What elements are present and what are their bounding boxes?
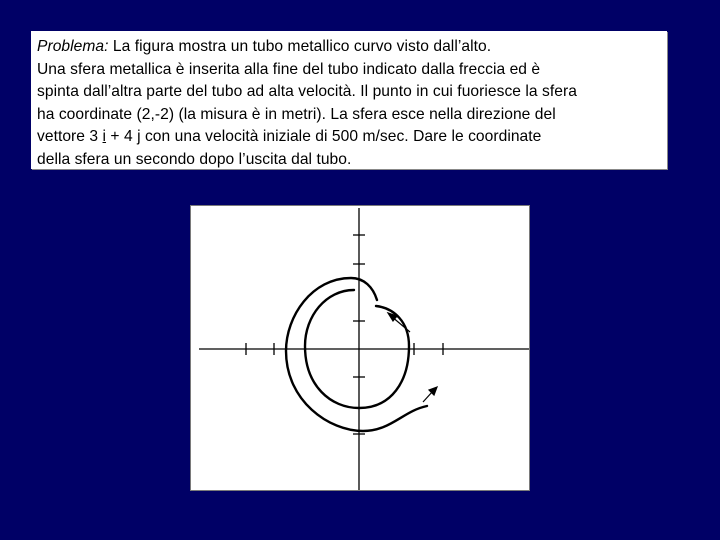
problem-line-1 [37, 36, 661, 59]
problem-line-2: Una sfera metallica è inserita alla fine del tubo indicato dalla freccia ed è [37, 60, 541, 78]
problem-text-1: La figura mostra un tubo metallico curvo visto dall’alto. [112, 38, 492, 55]
problem-line-4: ha coordinate (2,-2) (la misura è in metri). La sfera esce nella direzione del [37, 105, 556, 123]
unit-vector-j: j [137, 128, 141, 145]
problem-text-5b: + 4 [106, 128, 138, 145]
problem-line-3: spinta dall’altra parte del tubo ad alta velocità. Il punto in cui fuoriesce la sfera [37, 83, 577, 100]
spiral-tube-diagram [191, 206, 531, 492]
problem-line-6: della sfera un secondo dopo l’uscita dal tubo. [37, 150, 352, 168]
problem-text-panel [31, 31, 667, 169]
problem-text-5c: con una velocità iniziale di 500 m/sec. Dare le coordinate [140, 128, 542, 145]
unit-vector-i: i [102, 128, 107, 145]
problem-label: Problema: [37, 38, 109, 55]
problem-text-5a: vettore 3 [37, 128, 103, 145]
problem-line-5 [37, 126, 661, 149]
figure-panel [190, 205, 530, 491]
